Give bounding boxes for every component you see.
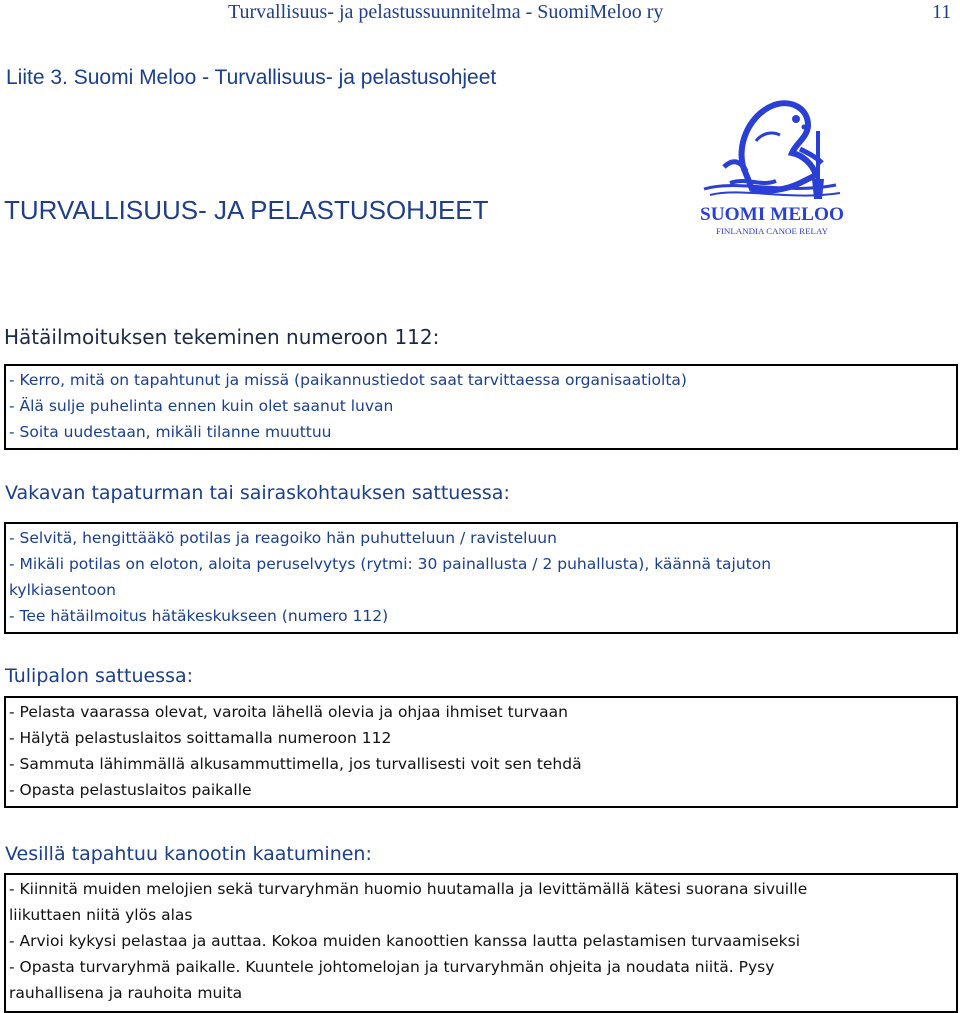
list-item: - Sammuta lähimmällä alkusammuttimella, jos turvallisesti voit sen tehdä: [9, 755, 582, 773]
section-heading-fire: Tulipalon sattuessa:: [5, 665, 194, 687]
seal-paddler-icon: [696, 97, 846, 239]
list-item: kylkiasentoon: [9, 581, 116, 599]
list-item: - Älä sulje puhelinta ennen kuin olet saanut luvan: [9, 397, 394, 415]
list-item: liikuttaen niitä ylös alas: [9, 906, 193, 924]
canoe-capsize-box: [4, 873, 958, 1013]
appendix-title: Liite 3. Suomi Meloo - Turvallisuus- ja pelastusohjeet: [6, 66, 497, 89]
list-item: - Pelasta vaarassa olevat, varoita lähellä olevia ja ohjaa ihmiset turvaan: [9, 703, 568, 721]
section-heading-canoe-capsize: Vesillä tapahtuu kanootin kaatuminen:: [5, 843, 372, 865]
list-item: - Tee hätäilmoitus hätäkeskukseen (numero 112): [9, 607, 389, 625]
list-item: rauhallisena ja rauhoita muita: [9, 984, 243, 1002]
list-item: - Opasta pelastuslaitos paikalle: [9, 781, 252, 799]
fire-box: [4, 696, 958, 808]
list-item: - Arvioi kykysi pelastaa ja auttaa. Kokoa muiden kanoottien kanssa lautta pelastamisen turvaamiseksi: [9, 932, 801, 950]
list-item: - Kerro, mitä on tapahtunut ja missä (paikannustiedot saat tarvittaessa organisaatiolta): [9, 371, 687, 389]
page-number: 11: [932, 1, 952, 23]
list-item: - Soita uudestaan, mikäli tilanne muuttuu: [9, 423, 332, 441]
list-item: - Selvitä, hengittääkö potilas ja reagoiko hän puhutteluun / ravisteluun: [9, 529, 557, 547]
section-heading-emergency-call: Hätäilmoituksen tekeminen numeroon 112:: [4, 325, 440, 349]
suomi-meloo-logo: [696, 97, 846, 239]
section-heading-serious-accident: Vakavan tapaturman tai sairaskohtauksen sattuessa:: [5, 482, 510, 504]
main-title: TURVALLISUUS- JA PELASTUSOHJEET: [4, 195, 489, 225]
list-item: - Mikäli potilas on eloton, aloita peruselvytys (rytmi: 30 painallusta / 2 puhallusta), käännä tajuton: [9, 555, 772, 573]
running-header-title: Turvallisuus- ja pelastussuunnitelma - SuomiMeloo ry: [228, 1, 664, 23]
logo-text-main: SUOMI MELOO: [700, 204, 844, 225]
list-item: - Kiinnitä muiden melojien sekä turvaryhmän huomio huutamalla ja levittämällä kätesi suorana sivuille: [9, 880, 808, 898]
list-item: - Hälytä pelastuslaitos soittamalla numeroon 112: [9, 729, 392, 747]
list-item: - Opasta turvaryhmä paikalle. Kuuntele johtomelojan ja turvaryhmän ohjeita ja noudata niitä. Pysy: [9, 958, 775, 976]
serious-accident-box: [4, 522, 958, 634]
emergency-call-box: [4, 364, 958, 450]
logo-text-sub: FINLANDIA CANOE RELAY: [716, 227, 829, 236]
